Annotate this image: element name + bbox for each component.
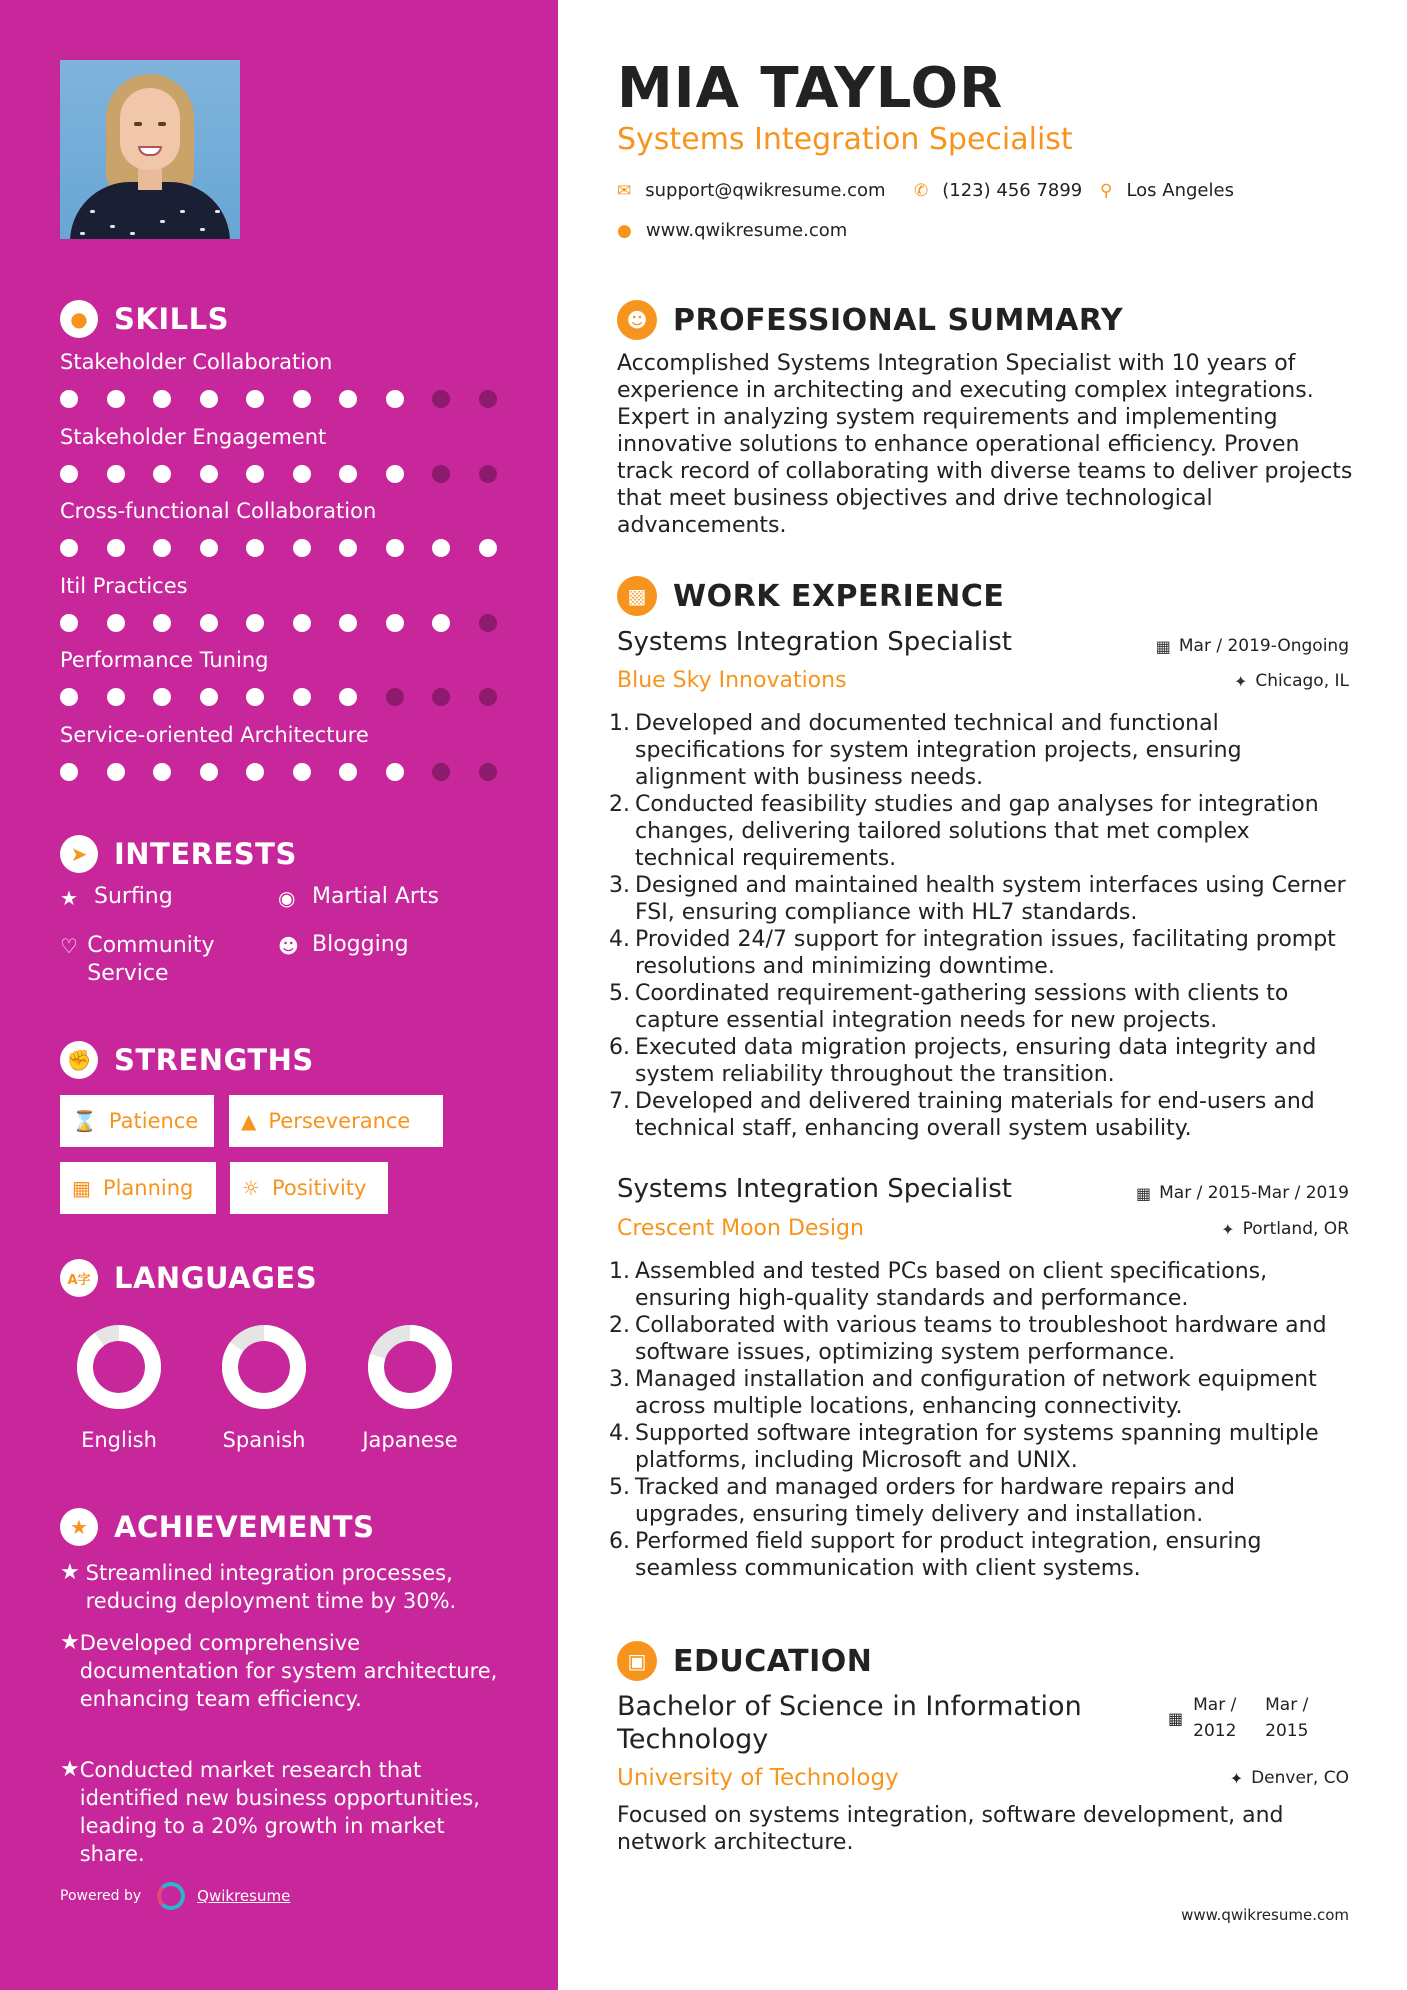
rating-dot [479,465,497,483]
contact-phone[interactable]: ✆ (123) 456 7899 [914,180,1083,201]
globe-icon: ● [617,220,632,241]
brand-link[interactable]: Qwikresume [197,1887,291,1905]
rating-dot [479,539,497,557]
map-pin-icon: ⚲ [1100,180,1113,201]
rating-dot [200,763,218,781]
duty-item: 4. Provided 24/7 support for integration issues, facilitating prompt resolutions and minimizing downtime. [609,927,1336,979]
contact-location: ⚲ Los Angeles [1100,180,1234,201]
strength-badge: ☼ Positivity [230,1162,388,1214]
job-duties [609,1258,1349,1582]
experience-heading: ▩ WORK EXPERIENCE [617,576,1004,616]
rating-dot [339,688,357,706]
rating-dot [153,763,171,781]
rating-dot [153,390,171,408]
rating-dot [200,465,218,483]
rating-dot [339,465,357,483]
job-dates: ▦ Mar / 2019-Ongoing [1155,636,1349,656]
duty-item: 6. Performed field support for product integration, ensuring seamless communication with client systems. [609,1529,1262,1581]
achievement-item: ★ Streamlined integration processes, reducing deployment time by 30%. [60,1560,457,1613]
interest-item: ◉ Martial Arts [278,884,440,910]
contact-website[interactable]: ● www.qwikresume.com [617,220,848,241]
sidebar [0,0,558,1990]
rating-dot [386,390,404,408]
calendar-icon: ▦ [1155,636,1171,656]
rating-dot [107,390,125,408]
calendar-icon: ▦ [1168,1709,1184,1728]
skill-rating [60,539,525,557]
achievement-item: ★ Developed comprehensive documentation for system architecture, enhancing team efficiency. [60,1630,498,1711]
shooting-star-icon: ★ [60,1630,80,1655]
rating-dot [60,763,78,781]
rating-dot [246,390,264,408]
phone-icon: ✆ [914,180,929,201]
summary-heading: ☻ PROFESSIONAL SUMMARY [617,300,1123,340]
rating-dot [107,539,125,557]
rating-dot [293,465,311,483]
job-dates: ▦ Mar / 2015-Mar / 2019 [1135,1183,1349,1203]
rating-dot [386,465,404,483]
strength-badge: ▲ Perseverance [229,1095,443,1147]
powered-by: Powered by Qwikresume [60,1882,290,1910]
strength-badge: ⌛ Patience [60,1095,214,1147]
rating-dot [432,688,450,706]
skill-rating [60,763,525,781]
skill-rating [60,465,525,483]
education-dates: ▦ Mar / 2012 Mar / 2015 [1168,1692,1337,1744]
rating-dot [432,614,450,632]
job-location: ✦ Chicago, IL [1233,671,1349,691]
duty-item: 3. Managed installation and configuration of network equipment across multiple locations, enhancing connectivity. [609,1367,1317,1419]
languages-heading: A字 LANGUAGES [60,1259,317,1297]
rating-dot [60,688,78,706]
job-duties [609,710,1349,1142]
rating-dot [386,763,404,781]
rating-dot [293,390,311,408]
globe-icon: ◉ [278,886,296,910]
rating-dot [200,688,218,706]
rating-dot [339,390,357,408]
profile-photo [60,60,240,239]
lightbulb-icon: ● [60,300,98,338]
education-school: University of Technology [617,1765,899,1791]
rating-dot [60,539,78,557]
briefcase-icon: ▩ [617,576,657,616]
rating-dot [386,688,404,706]
rating-dot [246,763,264,781]
skill-name: Itil Practices [60,573,188,598]
education-location: ✦ Denver, CO [1229,1768,1349,1788]
rating-dot [293,614,311,632]
shooting-star-icon: ★ [60,1757,80,1782]
people-icon: ☻ [278,934,299,958]
rating-dot [60,390,78,408]
skill-name: Stakeholder Engagement [60,424,327,449]
rating-dot [479,763,497,781]
pin-icon: ✦ [1221,1219,1235,1239]
rating-dot [293,539,311,557]
rating-dot [432,539,450,557]
rating-dot [479,614,497,632]
interest-item: ☻ Blogging [278,932,409,958]
rating-dot [107,688,125,706]
star-icon: ★ [60,886,78,910]
skill-rating [60,688,525,706]
road-icon: ▲ [241,1109,257,1133]
duty-item: 2. Conducted feasibility studies and gap analyses for integration changes, delivering tailored solutions that met complex technical requirements. [609,792,1319,871]
duty-item: 4. Supported software integration for systems spanning multiple platforms, including Microsoft and UNIX. [609,1421,1319,1473]
graduation-icon: ▣ [617,1641,657,1681]
skill-name: Service-oriented Architecture [60,722,369,747]
rating-dot [246,465,264,483]
rating-dot [432,465,450,483]
paper-plane-icon: ➤ [60,835,98,873]
rating-dot [339,614,357,632]
language-name: English [81,1428,157,1452]
skill-name: Stakeholder Collaboration [60,350,333,374]
skill-rating [60,614,525,632]
calendar-icon: ▦ [1135,1183,1152,1203]
strength-badge: ▦ Planning [60,1162,216,1214]
job-company: Blue Sky Innovations [617,668,847,693]
rating-dot [153,688,171,706]
duty-item: 5. Tracked and managed orders for hardware repairs and upgrades, ensuring timely delivery and installation. [609,1475,1235,1527]
rating-dot [246,688,264,706]
rating-dot [339,539,357,557]
language-name: Japanese [362,1428,458,1452]
rating-dot [246,614,264,632]
rating-dot [386,539,404,557]
language-ring [218,1321,310,1417]
pin-icon: ✦ [1229,1768,1244,1788]
sun-icon: ☼ [242,1176,260,1200]
pin-icon: ✦ [1233,671,1248,691]
duty-item: 1. Developed and documented technical and functional specifications for system integration projects, ensuring alignment with business needs. [609,711,1242,790]
achievements-heading: ★ ACHIEVEMENTS [60,1508,374,1546]
education-degree: Bachelor of Science in Information Technology [617,1691,1082,1755]
heart-hand-icon: ♡ [60,934,78,958]
rating-dot [432,390,450,408]
education-heading: ▣ EDUCATION [617,1641,872,1681]
interest-item: ★ Surfing [60,884,173,910]
job-title: Systems Integration Specialist [617,1174,1012,1204]
calendar-icon: ▦ [72,1176,91,1200]
skill-name: Performance Tuning [60,648,269,672]
strengths-heading: ✊ STRENGTHS [60,1041,314,1079]
skills-heading: ● SKILLS [60,300,229,338]
duty-item: 3. Designed and maintained health system interfaces using Cerner FSI, ensuring compliance with HL7 standards. [609,873,1346,925]
rating-dot [200,614,218,632]
rating-dot [153,539,171,557]
hourglass-icon: ⌛ [72,1109,97,1133]
rating-dot [479,688,497,706]
skill-name: Cross-functional Collaboration [60,499,377,523]
skill-rating [60,390,525,408]
person-name: MIA TAYLOR [617,56,1004,121]
qwikresume-logo-icon [157,1882,185,1910]
job-location: ✦ Portland, OR [1221,1219,1349,1239]
duty-item: 2. Collaborated with various teams to troubleshoot hardware and software issues, optimizing system performance. [609,1313,1327,1365]
interest-item: ♡ Community Service [60,933,215,986]
interests-heading: ➤ INTERESTS [60,835,297,873]
rating-dot [200,390,218,408]
rating-dot [293,763,311,781]
rating-dot [479,390,497,408]
rating-dot [293,688,311,706]
language-ring [73,1321,165,1417]
rating-dot [153,465,171,483]
language-name: Spanish [222,1428,306,1452]
contact-email[interactable]: ✉ support@qwikresume.com [617,180,886,201]
rating-dot [339,763,357,781]
translate-icon: A字 [60,1259,98,1297]
rating-dot [386,614,404,632]
user-icon: ☻ [617,300,657,340]
trophy-icon: ★ [60,1508,98,1546]
envelope-icon: ✉ [617,180,632,201]
language-ring [364,1321,456,1417]
duty-item: 5. Coordinated requirement-gathering sessions with clients to capture essential integration needs for new projects. [609,981,1289,1033]
job-title: Systems Integration Specialist [617,627,1012,657]
shooting-star-icon: ★ [60,1560,80,1585]
rating-dot [107,763,125,781]
rating-dot [107,614,125,632]
rating-dot [60,614,78,632]
education-description: Focused on systems integration, software development, and network architecture. [617,1803,1284,1855]
person-role: Systems Integration Specialist [617,122,1073,157]
rating-dot [246,539,264,557]
duty-item: 1. Assembled and tested PCs based on client specifications, ensuring high-quality standards and performance. [609,1259,1268,1311]
fist-icon: ✊ [60,1041,98,1079]
job-company: Crescent Moon Design [617,1216,864,1241]
rating-dot [107,465,125,483]
rating-dot [153,614,171,632]
duty-item: 6. Executed data migration projects, ensuring data integrity and system reliability throughout the transition. [609,1035,1317,1087]
duty-item: 7. Developed and delivered training materials for end-users and technical staff, enhancing overall system usability. [609,1089,1315,1141]
rating-dot [200,539,218,557]
summary-text: Accomplished Systems Integration Specialist with 10 years of experience in architecting and executing complex integrations. Expert in analyzing system requirements and implementing innovative solutions to enhance operational efficiency. Proven track record of collaborating with diverse teams to deliver projects that meet business objectives and drive technological advancements. [617,351,1353,538]
footer-url[interactable]: www.qwikresume.com [1181,1906,1349,1924]
rating-dot [432,763,450,781]
rating-dot [60,465,78,483]
achievement-item: ★ Conducted market research that identified new business opportunities, leading to a 20% growth in market share. [60,1757,480,1866]
